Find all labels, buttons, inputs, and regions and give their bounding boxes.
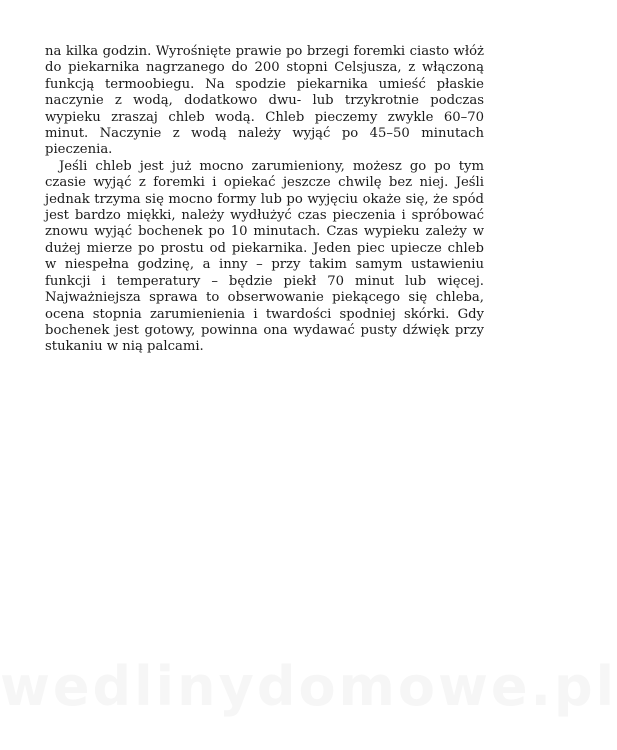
paragraph-baking-time: Jeśli chleb jest już mocno zarumieniony, możesz go po tym czasie wyjąć z foremki i opiekać jeszcze chwilę bez niej. Jeśli jednak trzyma się mocno formy lub po wyjęciu okaże się, że spód jest bardzo miękki, należy wydłużyć czas pieczenia i spróbować znowu wyjąć bochenek po 10 minutach. Czas wypieku zależy w dużej mierze po prostu od piekarnika. Jeden piec upiecze chleb w niespełna godzinę, a inny – przy takim samym ustawieniu funkcji i temperatury – będzie piekł 70 minut lub więcej. Najważniejsza sprawa to obserwowanie piekącego się chleba, ocena stopnia zarumienienia i twardości spodniej skórki. Gdy bochenek jest gotowy, powinna ona wydawać pusty dźwięk przy stukaniu w nią palcami. (45, 158, 484, 355)
paragraph-continued: na kilka godzin. Wyrośnięte prawie po brzegi foremki ciasto włóż do piekarnika nagrzanego do 200 stopni Celsjusza, z włączoną funkcją termoobiegu. Na spodzie piekarnika umieść płaskie naczynie z wodą, dodatkowo dwu- lub trzykrotnie podczas wypieku zraszaj chleb wodą. Chleb pieczemy zwykle 60–70 minut. Naczynie z wodą należy wyjąć po 45–50 minutach pieczenia. (45, 44, 484, 158)
site-watermark: wedlinydomowe.pl (0, 655, 617, 718)
body-text (45, 44, 484, 356)
